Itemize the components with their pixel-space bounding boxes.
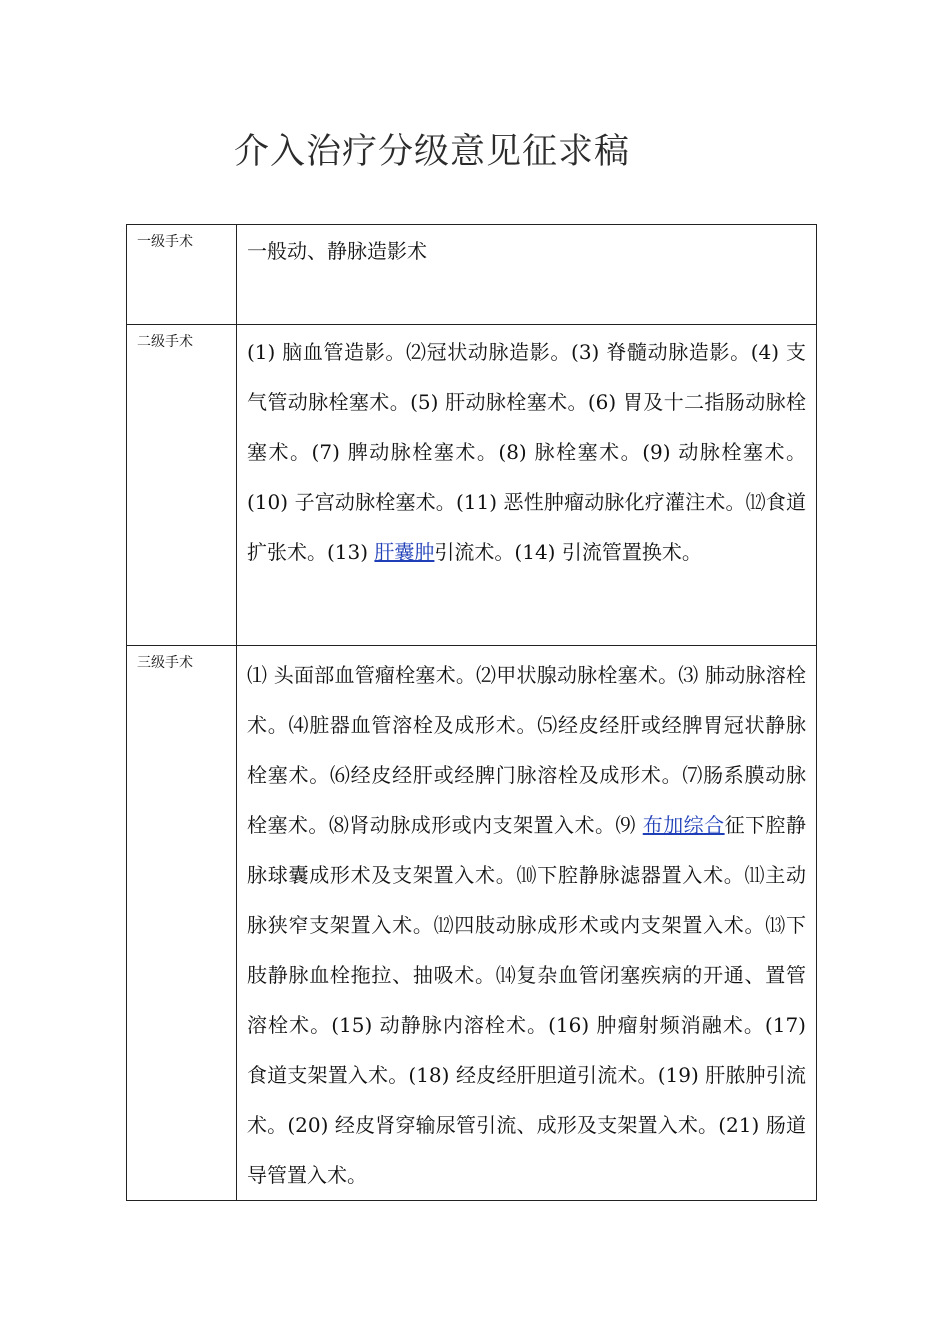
table-row [127,225,817,325]
procedure-text: (1) 脑血管造影。⑵冠状动脉造影。(3) 脊髓动脉造影。(4) 支气管动脉栓塞术。(5) 肝动脉栓塞术。(6) 胃及十二指肠动脉栓塞术。(7) 脾动脉栓塞术。(8) 脉栓塞术。(9) 动脉栓塞术。(10) 子宫动脉栓塞术。(11) 恶性肿瘤动脉化疗灌注术。⑿食道扩张术。(13) [247,340,806,564]
procedure-text: 引流术。(14) 引流管置换术。 [434,540,702,564]
term-link[interactable]: 布加综合 [642,813,725,837]
level-label: 一级手术 [137,234,193,250]
table-row [127,646,817,1201]
term-link[interactable]: 肝囊肿 [374,540,435,564]
procedure-list [237,646,816,1200]
procedure-text: ⑴ 头面部血管瘤栓塞术。⑵甲状腺动脉栓塞术。⑶ 肺动脉溶栓术。⑷脏器血管溶栓及成形术。⑸经皮经肝或经脾胃冠状静脉栓塞术。⑹经皮经肝或经脾门脉溶栓及成形术。⑺肠系膜动脉栓塞术。⑻肾动脉成形或内支架置入术。⑼ [247,663,806,837]
level-cell [127,325,237,646]
procedure-list [237,225,816,276]
content-cell [237,225,817,325]
content-cell [237,646,817,1201]
document-title: 介入治疗分级意见征求稿 [234,132,631,172]
surgery-grade-table [126,224,817,1201]
level-label: 三级手术 [137,655,193,671]
procedure-text: 一般动、静脉造影术 [247,239,427,263]
level-cell [127,225,237,325]
procedure-text: 征下腔静脉球囊成形术及支架置入术。⑽下腔静脉滤器置入术。⑾主动脉狭窄支架置入术。⑿四肢动脉成形术或内支架置入术。⒀下肢静脉血栓拖拉、抽吸术。⒁复杂血管闭塞疾病的开通、置管溶栓术。(15) 动静脉内溶栓术。(16) 肿瘤射频消融术。(17) 食道支架置入术。(18) 经皮经肝胆道引流术。(19) 肝脓肿引流术。(20) 经皮肾穿输尿管引流、成形及支架置入术。(21) 肠道导管置入术。 [247,813,807,1187]
level-cell [127,646,237,1201]
level-label: 二级手术 [137,334,193,350]
table-row [127,325,817,646]
procedure-list [237,325,816,577]
content-cell [237,325,817,646]
